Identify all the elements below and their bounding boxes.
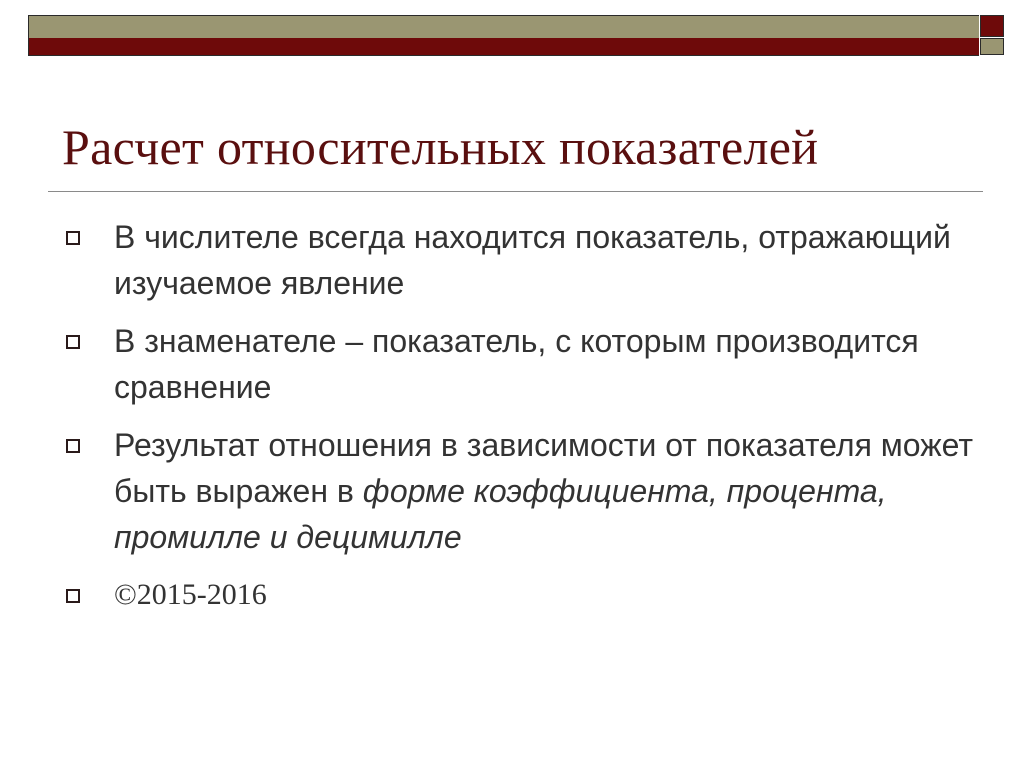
bullet-text: В знаменателе – показатель, с которым производится сравнение <box>114 323 919 405</box>
header-bar-olive <box>28 15 979 38</box>
slide-title: Расчет относительных показателей <box>62 119 819 175</box>
bullet-item-copyright <box>62 572 992 618</box>
bullet-list <box>62 214 992 630</box>
copyright-text: ©2015-2016 <box>114 578 267 611</box>
hollow-square-bullet-icon <box>66 231 80 245</box>
bullet-emphasis: форме коэффициента, процента, промилле и децимилле <box>114 473 887 555</box>
decorative-header-bar <box>28 15 1006 55</box>
bullet-text: Результат отношения в зависимости от показателя может быть выражен в <box>114 427 974 509</box>
bullet-item <box>62 214 992 306</box>
bullet-item <box>62 422 992 560</box>
hollow-square-bullet-icon <box>66 439 80 453</box>
bullet-text: В числителе всегда находится показатель, отражающий изучаемое явление <box>114 219 951 301</box>
header-square-red <box>980 15 1004 37</box>
title-underline <box>48 191 983 192</box>
header-bar-red <box>28 38 979 56</box>
hollow-square-bullet-icon <box>66 589 80 603</box>
bullet-item <box>62 318 992 410</box>
hollow-square-bullet-icon <box>66 335 80 349</box>
header-square-olive <box>980 38 1004 55</box>
